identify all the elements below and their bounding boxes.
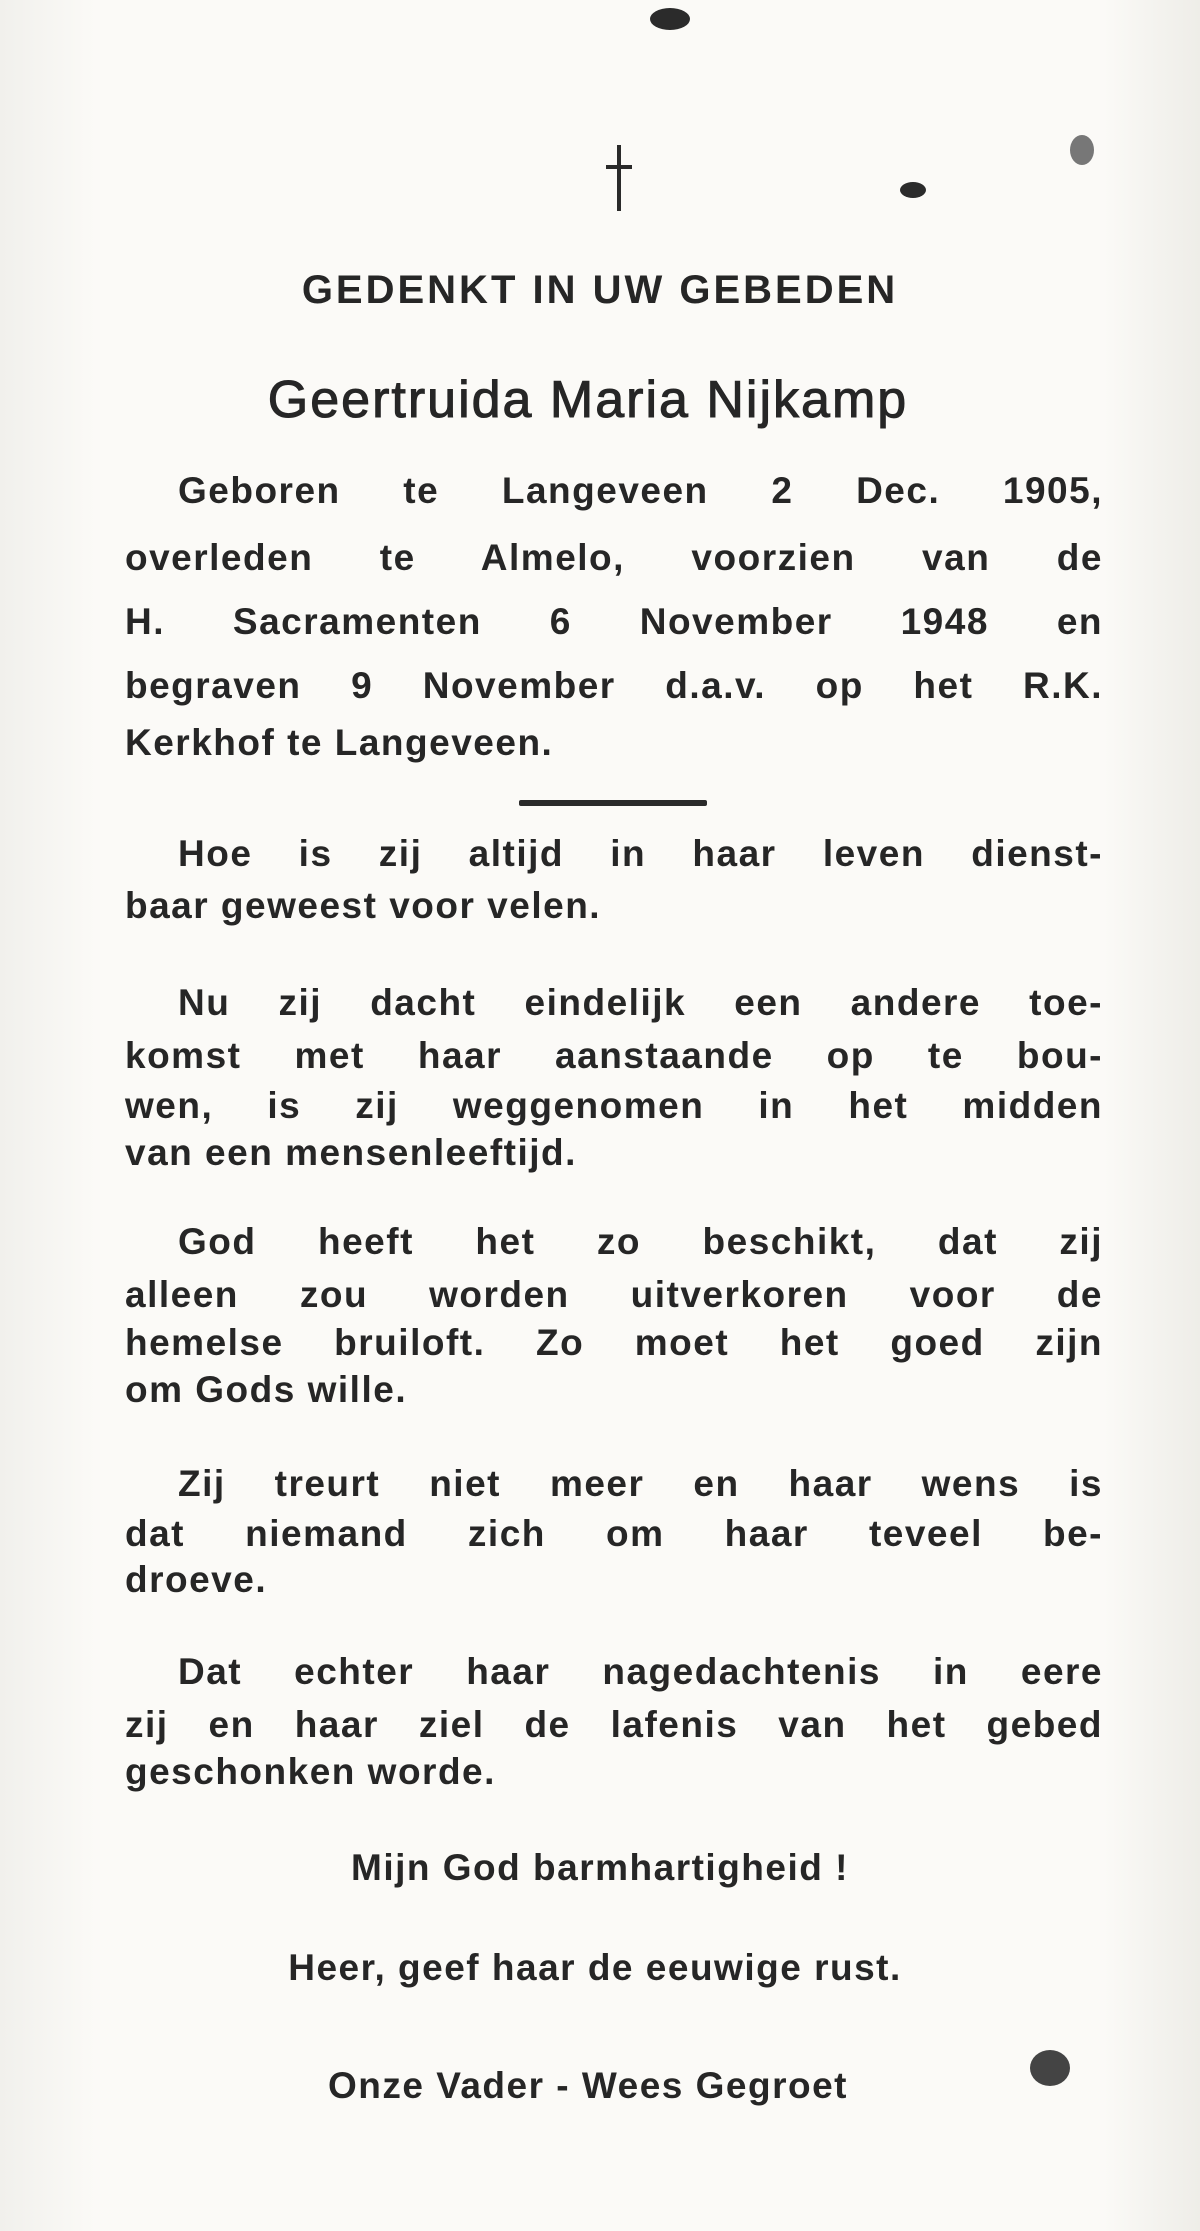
paragraph-line: om Gods wille. — [125, 1369, 408, 1410]
paragraph-line: zij en haar ziel de lafenis van het gebed — [125, 1704, 1103, 1745]
closing-line: Onze Vader - Wees Gegroet — [327, 2065, 849, 2106]
paragraph-line: God heeft het zo beschikt, dat zij — [178, 1221, 1103, 1262]
bio-line: H. Sacramenten 6 November 1948 en — [125, 601, 1103, 642]
bio-line: overleden te Almelo, voorzien van de — [125, 537, 1103, 578]
paragraph-line: wen, is zij weggenomen in het midden — [125, 1085, 1103, 1126]
paragraph-line: alleen zou worden uitverkoren voor de — [125, 1274, 1103, 1315]
bio-line: begraven 9 November d.a.v. op het R.K. — [125, 665, 1103, 706]
paragraph-line: Dat echter haar nagedachtenis in eere — [178, 1651, 1103, 1692]
paragraph-line: droeve. — [125, 1559, 268, 1600]
paragraph-line: Zij treurt niet meer en haar wens is — [178, 1463, 1103, 1504]
ink-stain — [1070, 135, 1094, 165]
paragraph-line: komst met haar aanstaande op te bou- — [125, 1035, 1103, 1076]
paragraph-line: hemelse bruiloft. Zo moet het goed zijn — [125, 1322, 1103, 1363]
paragraph-line: baar geweest voor velen. — [125, 885, 602, 926]
bio-line: Kerkhof te Langeveen. — [125, 722, 554, 763]
paragraph-line: Nu zij dacht eindelijk een andere toe- — [178, 982, 1103, 1023]
cross-icon — [604, 145, 634, 211]
paragraph-line: geschonken worde. — [125, 1751, 496, 1792]
heading: GEDENKT IN UW GEBEDEN — [301, 268, 899, 312]
ink-stain — [650, 8, 690, 30]
paragraph-line: dat niemand zich om haar teveel be- — [125, 1513, 1103, 1554]
bio-line: Geboren te Langeveen 2 Dec. 1905, — [178, 470, 1103, 511]
closing-line: Mijn God barmhartigheid ! — [351, 1847, 849, 1888]
paragraph-line: Hoe is zij altijd in haar leven dienst- — [178, 833, 1103, 874]
paragraph-line: van een mensenleeftijd. — [125, 1132, 577, 1173]
deceased-name: Geertruida Maria Nijkamp — [267, 371, 909, 429]
closing-line: Heer, geef haar de eeuwige rust. — [288, 1947, 902, 1988]
divider — [519, 800, 707, 806]
ink-stain — [900, 182, 926, 198]
